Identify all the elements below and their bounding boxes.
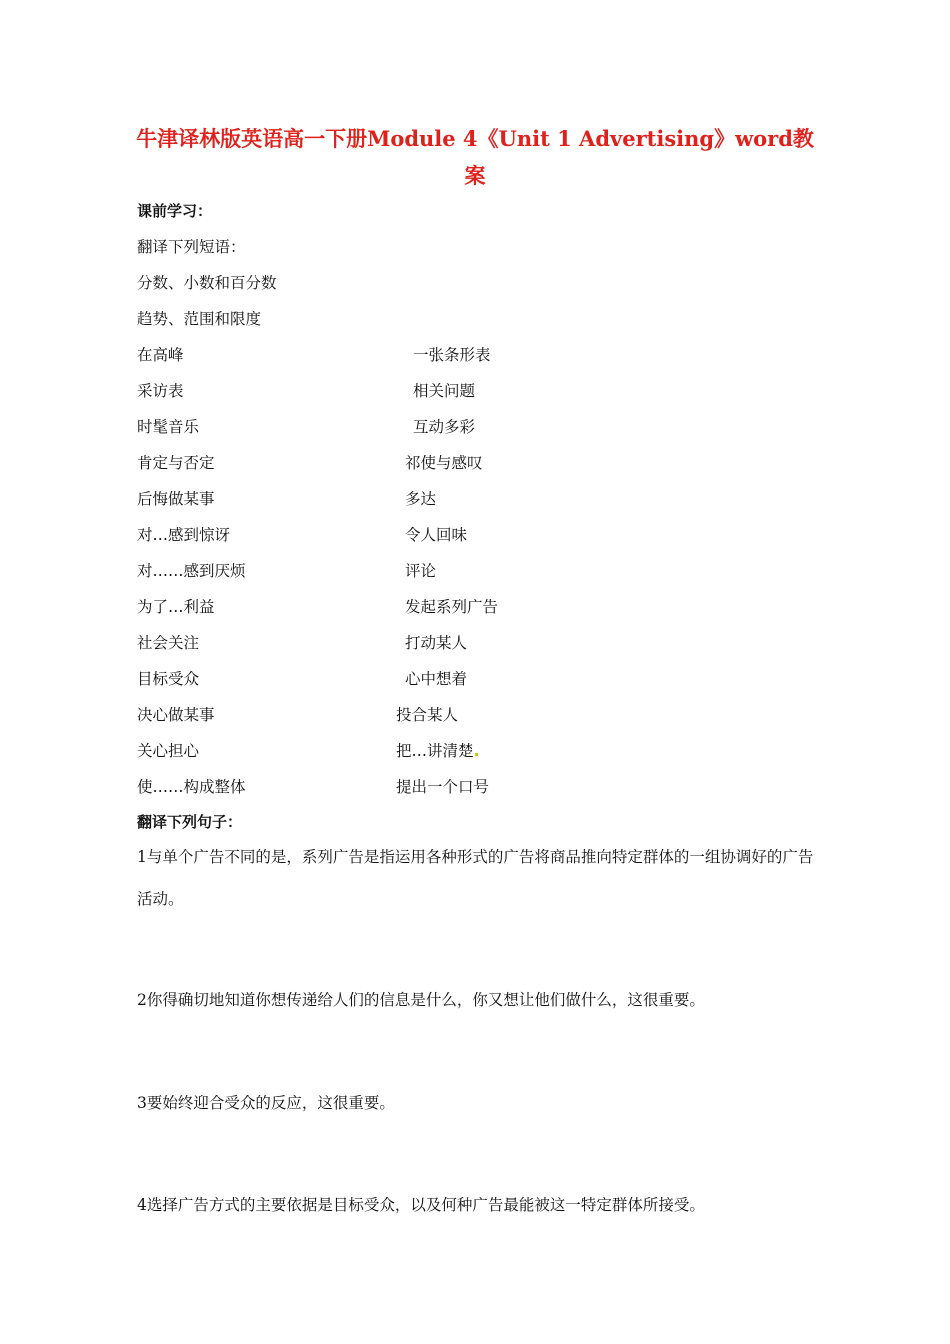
sentence-3: 3要始终迎合受众的反应，这很重要。 [137,1094,395,1112]
phrase-line-2: 趋势、范围和限度 [137,310,262,328]
phrase-pair [137,597,837,617]
phrase-pair [137,417,837,437]
phrase-pair [137,561,837,581]
phrase-left: 采访表 [137,382,184,400]
phrase-right: 把…讲清楚 [396,742,474,760]
sentence-4: 4选择广告方式的主要依据是目标受众，以及何种广告最能被这一特定群体所接受。 [137,1196,705,1214]
phrase-right: 令人回味 [405,526,468,544]
phrase-right: 发起系列广告 [405,598,499,616]
section-heading-sentences: 翻译下列句子： [137,813,243,831]
phrase-left: 社会关注 [137,634,200,652]
phrase-right: 一张条形表 [413,346,491,364]
phrase-left: 后悔做某事 [137,490,215,508]
phrase-right: 心中想着 [405,670,468,688]
phrase-left: 决心做某事 [137,706,215,724]
phrase-pair [137,669,837,689]
phrase-left: 目标受众 [137,670,200,688]
phrase-right: 投合某人 [396,706,459,724]
phrase-pair [137,633,837,653]
phrase-pair [137,489,837,509]
phrase-left: 使……构成整体 [137,778,246,796]
phrase-left: 时髦音乐 [137,418,200,436]
section-heading-preview: 课前学习： [137,202,213,220]
phrase-right: 提出一个口号 [396,778,490,796]
phrase-pair [137,777,837,797]
phrase-right: 相关问题 [413,382,476,400]
phrase-pair [137,525,837,545]
phrase-right: 评论 [405,562,437,580]
phrase-pair [137,741,837,761]
sentence-2: 2你得确切地知道你想传递给人们的信息是什么，你又想让他们做什么，这很重要。 [137,991,705,1009]
phrase-right: 多达 [405,490,437,508]
phrase-right-with-mark [396,741,478,761]
phrase-right: 打动某人 [405,634,468,652]
document-title: 牛津译林版英语高一下册Module 4《Unit 1 Advertising》word教案 [136,126,814,188]
phrase-left: 为了…利益 [137,598,215,616]
phrase-right: 互动多彩 [413,418,476,436]
stray-mark [475,753,478,756]
sentence-1: 1与单个广告不同的是，系列广告是指运用各种形式的广告将商品推向特定群体的一组协调好的广告活动。 [137,848,814,908]
phrase-pair [137,705,837,725]
phrase-instruction: 翻译下列短语： [137,238,246,256]
phrase-pair [137,345,837,365]
phrase-left: 关心担心 [137,742,200,760]
phrase-pair [137,381,837,401]
phrase-right: 祁使与感叹 [405,454,483,472]
phrase-left: 肯定与否定 [137,454,215,472]
phrase-pair [137,453,837,473]
phrase-line-1: 分数、小数和百分数 [137,274,277,292]
phrase-left: 对…感到惊讶 [137,526,231,544]
phrase-left: 对……感到厌烦 [137,562,246,580]
phrase-left: 在高峰 [137,346,184,364]
